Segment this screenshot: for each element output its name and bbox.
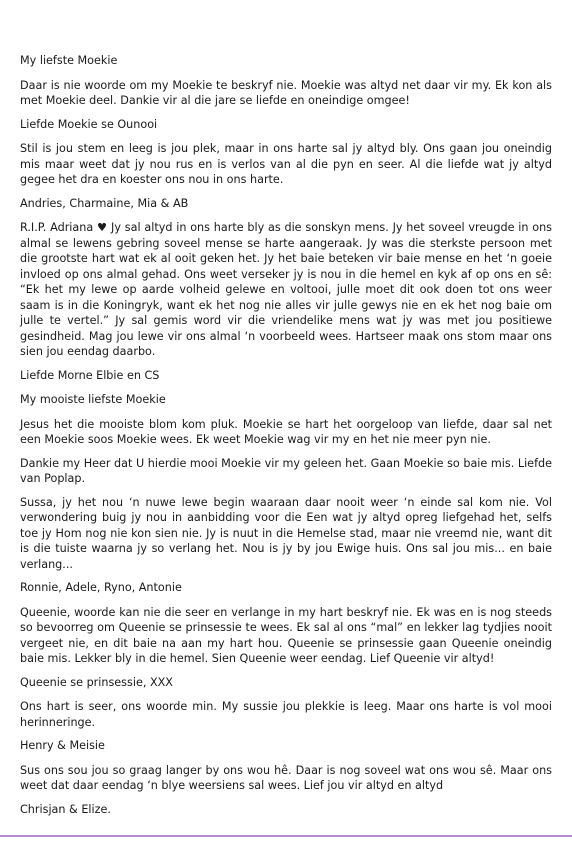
tribute-message: Ons hart is seer, ons woorde min. My sussie jou plekkie is leeg. Maar ons harte is vol mooi herinneringe. xyxy=(20,700,552,729)
bottom-divider xyxy=(0,835,572,837)
tribute-message: Jesus het die mooiste blom kom pluk. Moekie se hart het oorgeloop van liefde, daar sal net een Moekie soos Moekie wees. Ek weet Moekie wag vir my en het nie meer pyn nie. xyxy=(20,417,552,446)
tribute-page xyxy=(20,53,552,826)
tribute-entry xyxy=(20,53,552,817)
tribute-signature: Liefde Moekie se Ounooi xyxy=(20,117,158,131)
tribute-message: Sus ons sou jou so graag langer by ons wou hê. Daar is nog soveel wat ons wou sê. Maar ons weet dat daar eendag ‘n blye weersiens sal wees. Lief jou vir altyd en altyd xyxy=(20,763,552,792)
tribute-signature: Henry & Meisie xyxy=(20,739,105,752)
tribute-message: Queenie, woorde kan nie die seer en verlange in my hart beskryf nie. Ek was en is nog steeds so bevoorreg om Queenie se prinsessie te wees. Ek sal al ons “mal” en lekker lag tydjies nooit vergeet nie, en dit baie na aan my hart hou. Queenie se prinsessie gaan Queenie oneindig baie mis. Lekker bly in die hemel. Sien Queenie weer eendag. Lief Queenie vir altyd! xyxy=(20,605,552,665)
tribute-message: Daar is nie woorde om my Moekie te beskryf nie. Moekie was altyd net daar vir my. Ek kon als met Moekie deel. Dankie vir al die jare se liefde en oneindige omgee! xyxy=(20,78,552,107)
tribute-signature: Liefde Morne Elbie en CS xyxy=(20,368,160,382)
tribute-signature: My mooiste liefste Moekie xyxy=(20,393,166,406)
tribute-message: R.I.P. Adriana ♥ Jy sal altyd in ons harte bly as die sonskyn mens. Jy het soveel vreugde in ons almal se lewens gebring soveel mense se harte aangeraak. Jy was die sterkste persoon met die grootste hart wat ek al ooit geken het. Jy het baie beteken vir baie mense en het ‘n goeie invloed op ons almal gehad. Ons weet verseker jy is nou in die hemel en kyk af op ons en sê: “Ek het my lewe op aarde volheid gelewe en voltooi, julle moet dit ook doen tot ons weer saam is in die Koningryk, want ek het nog nie alles vir julle gewys nie en ek het nog baie om julle te vertel.” Jy sal gemis word vir die vriendelike mens wat jy was met jou positiewe gesindheid. Mag jou lewe vir ons almal ‘n voorbeeld wees. Hartseer maak ons stom maar ons sien jou eendag daarbo. xyxy=(20,221,552,358)
tribute-signature: My liefste Moekie xyxy=(20,54,118,67)
tribute-message: Dankie my Heer dat U hierdie mooi Moekie vir my geleen het. Gaan Moekie so baie mis. Liefde van Poplap. xyxy=(20,456,552,485)
tribute-signature: Ronnie, Adele, Ryno, Antonie xyxy=(20,581,182,594)
tribute-signature: Chrisjan & Elize. xyxy=(20,802,111,816)
tribute-signature: Andries, Charmaine, Mia & AB xyxy=(20,196,189,210)
tribute-signature: Queenie se prinsessie, XXX xyxy=(20,675,173,689)
tribute-message: Stil is jou stem en leeg is jou plek, maar in ons harte sal jy altyd bly. Ons gaan jou oneindig mis maar weet dat jy nou rus en is verlos van al die pyn en seer. Al die liefde wat jy altyd gegee het dra en koester ons nou in ons harte. xyxy=(20,142,552,186)
tribute-message: Sussa, jy het nou ‘n nuwe lewe begin waaraan daar nooit weer ‘n einde sal kom nie. Vol verwondering buig jy nou in aanbidding voor die Een wat jy altyd opreg liefgehad het, selfs toe jy Hom nog nie kon sien nie. Jy is nuut in die Hemelse stad, maar nie vreemd nie, want dit is die tuiste waarna jy so verlang het. Nou is jy by jou Ewige huis. Ons sal jou mis... en baie verlang... xyxy=(20,495,552,571)
